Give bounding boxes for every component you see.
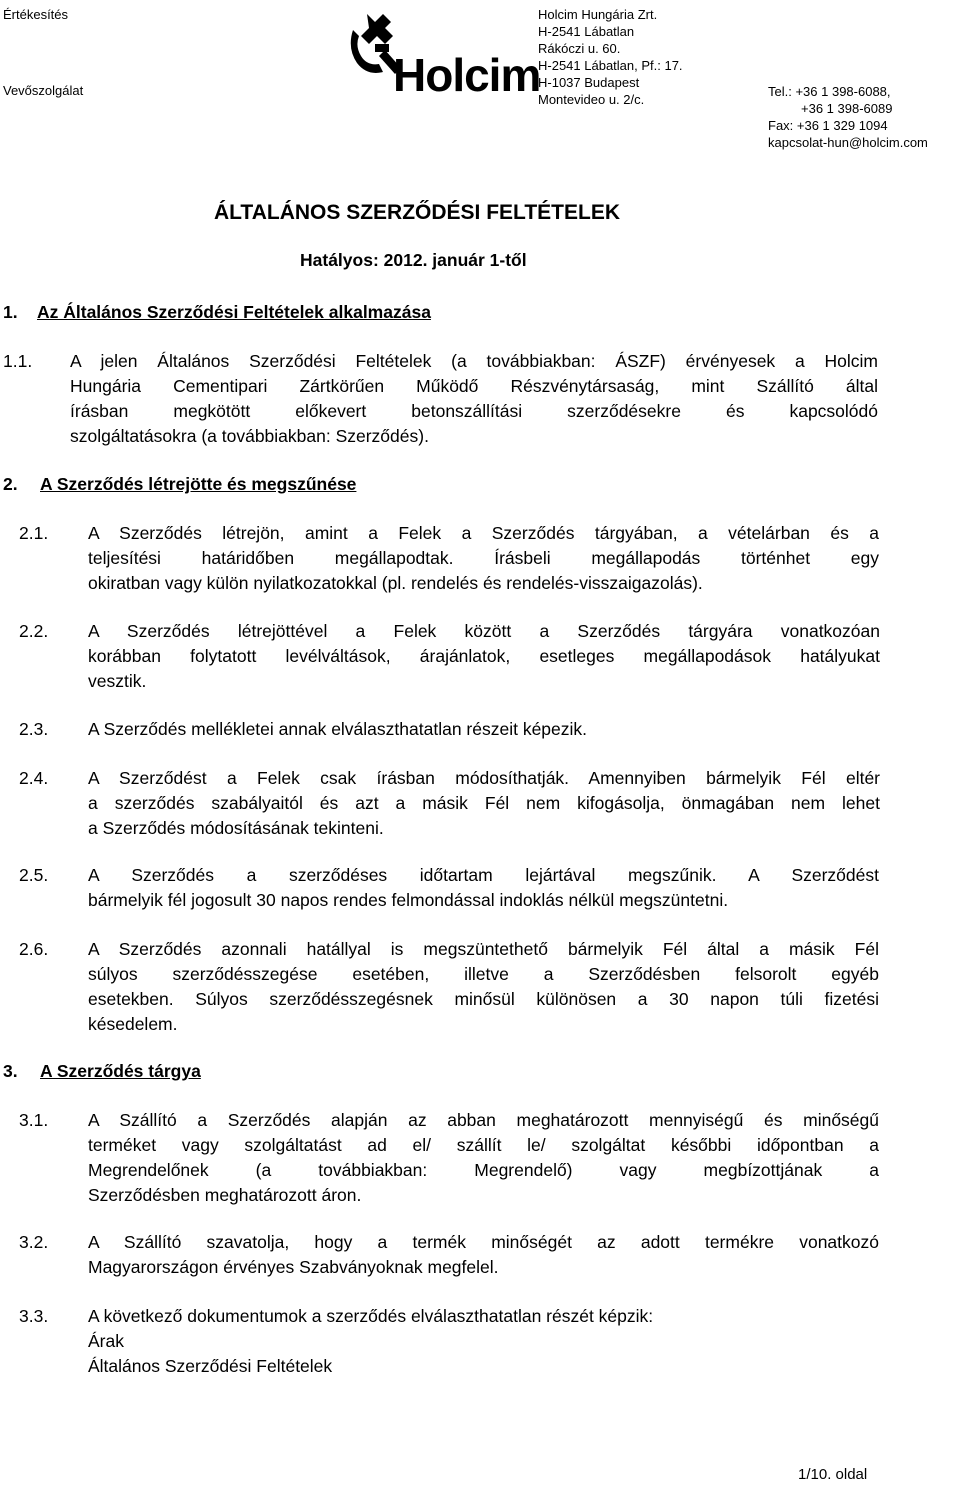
address-line: Rákóczi u. 60. (538, 41, 621, 56)
header-department: Értékesítés (3, 7, 69, 22)
section-3-heading: A Szerződés tárgya (40, 1061, 201, 1081)
item-2-6 (88, 937, 879, 1037)
item-3-3 (88, 1304, 653, 1379)
item-3-1 (88, 1108, 879, 1208)
item-line: A jelen Általános Szerződési Feltételek (a továbbiakban: ÁSZF) érvényesek a Holcim (70, 351, 878, 371)
item-line: A Szerződés mellékletei annak elválaszthatatlan részeit képezik. (88, 719, 588, 739)
item-1-1 (70, 349, 878, 449)
address-line: H-1037 Budapest (538, 75, 640, 90)
item-line: terméket vagy szolgáltatást ad el/ szállít le/ szolgáltat későbbi időpontban a (88, 1135, 879, 1155)
address-line: H-2541 Lábatlan (538, 24, 635, 39)
contact-block (768, 83, 960, 151)
item-2-4 (88, 766, 880, 841)
effective-date: Hatályos: 2012. január 1-től (300, 250, 527, 270)
item-line: Szerződésben meghatározott áron. (88, 1185, 362, 1205)
item-number: 3.1. (19, 1110, 49, 1130)
item-2-5 (88, 863, 879, 913)
item-line: A Szerződés azonnali hatállyal is megszüntethető bármelyik Fél által a másik Fél (88, 939, 879, 959)
item-number: 2.1. (19, 523, 49, 543)
item-line: vesztik. (88, 671, 147, 691)
fax-line: Fax: +36 1 329 1094 (768, 118, 888, 133)
page-number: 1/10. oldal (798, 1466, 868, 1483)
item-number: 2.4. (19, 768, 49, 788)
item-number: 1.1. (3, 351, 33, 371)
item-line: Hungária Cementipari Zártkörűen Működő Részvénytársaság, mint Szállító által (70, 376, 878, 396)
item-line: A Szállító a Szerződés alapján az abban meghatározott mennyiségű és minőségű (88, 1110, 879, 1130)
section-3-number: 3. (3, 1061, 18, 1081)
item-3-2 (88, 1230, 879, 1280)
attachment-terms: Általános Szerződési Feltételek (88, 1356, 333, 1376)
section-2-heading: A Szerződés létrejötte és megszűnése (40, 474, 357, 494)
item-2-1 (88, 521, 879, 596)
item-line: A következő dokumentumok a szerződés elválaszthatatlan részét képzik: (88, 1306, 654, 1326)
item-number: 2.3. (19, 719, 49, 739)
address-line: Montevideo u. 2/c. (538, 92, 645, 107)
attachment-prices: Árak (88, 1331, 124, 1351)
item-line: Megrendelőnek (a továbbiakban: Megrendelő) vagy megbízottjának a (88, 1160, 879, 1180)
item-number: 3.2. (19, 1232, 49, 1252)
section-1-number: 1. (3, 302, 18, 322)
item-line: A Szállító szavatolja, hogy a termék minőségét az adott termékre vonatkozó (88, 1232, 879, 1252)
header-service: Vevőszolgálat (3, 83, 84, 98)
section-1-heading: Az Általános Szerződési Feltételek alkalmazása (37, 302, 431, 322)
item-line: A Szerződést a Felek csak írásban módosíthatják. Amennyiben bármelyik Fél eltér (88, 768, 880, 788)
item-line: késedelem. (88, 1014, 178, 1034)
item-2-2 (88, 619, 880, 694)
item-line: bármelyik fél jogosult 30 napos rendes felmondással indoklás nélkül megszüntetni. (88, 890, 729, 910)
document-title: ÁLTALÁNOS SZERZŐDÉSI FELTÉTELEK (214, 201, 620, 224)
holcim-logo (345, 8, 541, 101)
item-line: esetekben. Súlyos szerződésszegésnek minősül különösen a 30 napon túli fizetési (88, 989, 879, 1009)
item-number: 2.2. (19, 621, 49, 641)
phone-line-2: +36 1 398-6089 (801, 101, 893, 116)
item-line: a Szerződés módosításának tekinteni. (88, 818, 384, 838)
address-block (538, 6, 683, 108)
item-line: korábban folytatott levélváltások, árajánlatok, esetleges megállapodások hatályukat (88, 646, 880, 666)
item-line: szolgáltatásokra (a továbbiakban: Szerződés). (70, 426, 429, 446)
item-line: A Szerződés létrejön, amint a Felek a Szerződés tárgyában, a vételárban és a (88, 523, 879, 543)
item-number: 2.6. (19, 939, 49, 959)
item-line: a szerződés szabályaitól és azt a másik Fél nem kifogásolja, önmagában nem lehet (88, 793, 880, 813)
address-line: H-2541 Lábatlan, Pf.: 17. (538, 58, 683, 73)
section-2-number: 2. (3, 474, 18, 494)
holcim-wordmark: Holcim (393, 49, 541, 101)
item-line: okiratban vagy külön nyilatkozatokkal (pl. rendelés és rendelés-visszaigazolás). (88, 573, 703, 593)
item-2-3 (88, 717, 587, 742)
item-line: súlyos szerződésszegése esetében, illetve a Szerződésben felsorolt egyéb (88, 964, 879, 984)
item-line: A Szerződés létrejöttével a Felek között a Szerződés tárgyára vonatkozóan (88, 621, 880, 641)
phone-line: Tel.: +36 1 398-6088, (768, 84, 891, 99)
item-line: teljesítési határidőben megállapodtak. Írásbeli megállapodás történhet egy (88, 548, 879, 568)
item-line: Magyarországon érvényes Szabványoknak megfelel. (88, 1257, 499, 1277)
item-line: A Szerződés a szerződéses időtartam lejártával megszűnik. A Szerződést (88, 865, 879, 885)
email-link[interactable]: kapcsolat-hun@holcim.com (768, 135, 928, 150)
address-line: Holcim Hungária Zrt. (538, 7, 658, 22)
item-line: írásban megkötött előkevert betonszállítási szerződésekre és kapcsolódó (70, 401, 878, 421)
item-number: 3.3. (19, 1306, 49, 1326)
item-number: 2.5. (19, 865, 49, 885)
